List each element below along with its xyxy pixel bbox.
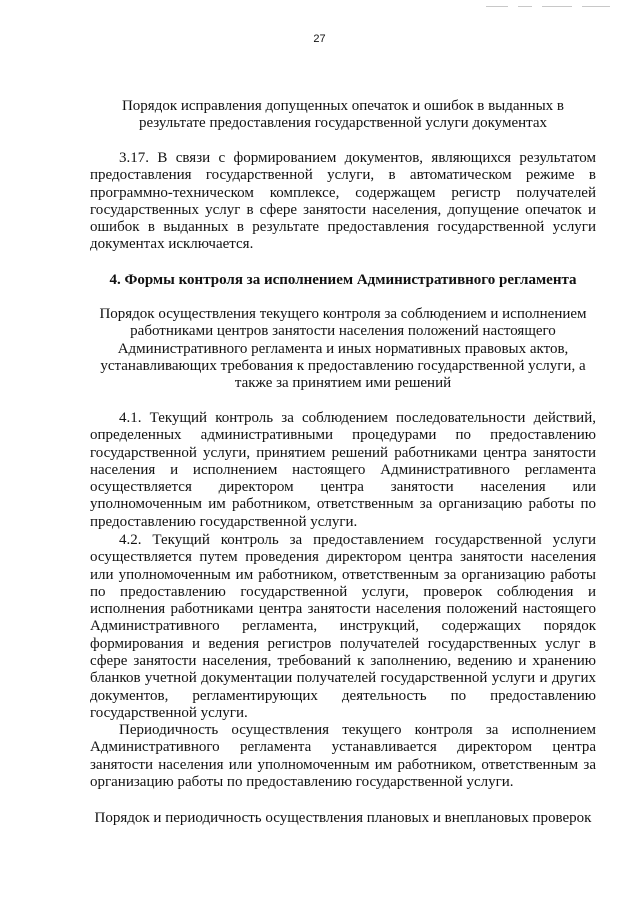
scan-mark: [486, 6, 508, 7]
scan-mark: [582, 6, 610, 7]
paragraph-4-2: 4.2. Текущий контроль за предоставлением государственной услуги осуществляется путем проведения директором центра занятости населения или уполномоченным им работником, ответственным за организацию работы по предоставлению государственной услуги, проверок соблюдения и исполнения работниками центра занятости населения положений настоящего Административного регламента, инструкций, содержащих порядок формирования и ведения регистров получателей государственных услуг в сфере занятости населения, требований к заполнению, ведению и хранению бланков учетной документации получателей государственной услуги и других документов, регламентирующих деятельность по предоставлению государственной услуги.: [90, 532, 596, 721]
scan-mark: [518, 6, 532, 7]
page-number: 27: [313, 33, 326, 45]
paragraph-periodicity: Периодичность осуществления текущего контроля за исполнением Административного регламента устанавливается директором центра занятости населения или уполномоченным им работником, ответственным за организацию работы по предоставлению государственной услуги.: [90, 722, 596, 790]
section-4-subheading: Порядок осуществления текущего контроля за соблюдением и исполнением работниками центров занятости населения положений настоящего Административного регламента и иных нормативных правовых актов, устанавливающих требования к предоставлению государственной услуги, а также за принятием ими решений: [99, 306, 587, 392]
paragraph-4-1: 4.1. Текущий контроль за соблюдением последовательности действий, определенных административными процедурами по предоставлению государственной услуги, принятием решений работниками центра занятости населения и исполнением настоящего Административного регламента осуществляется директором центра занятости населения или уполномоченным им работником, ответственным за организацию работы по предоставлению государственной услуги.: [90, 410, 596, 530]
paragraph-3-17: 3.17. В связи с формированием документов, являющихся результатом предоставления государственной услуги, в автоматическом режиме в программно-техническом комплексе, содержащем регистр получателей государственных услуг в сфере занятости населения, допущение опечаток и ошибок в выданных в результате предоставления государственной услуги документах исключается.: [90, 150, 596, 253]
next-section-heading: Порядок и периодичность осуществления плановых и внеплановых проверок: [94, 810, 592, 826]
section-4-title: 4. Формы контроля за исполнением Административного регламента: [109, 272, 577, 288]
section-fix-heading: Порядок исправления допущенных опечаток и ошибок в выданных в результате предоставления государственной услуги документах: [121, 98, 565, 132]
scan-mark: [542, 6, 572, 7]
